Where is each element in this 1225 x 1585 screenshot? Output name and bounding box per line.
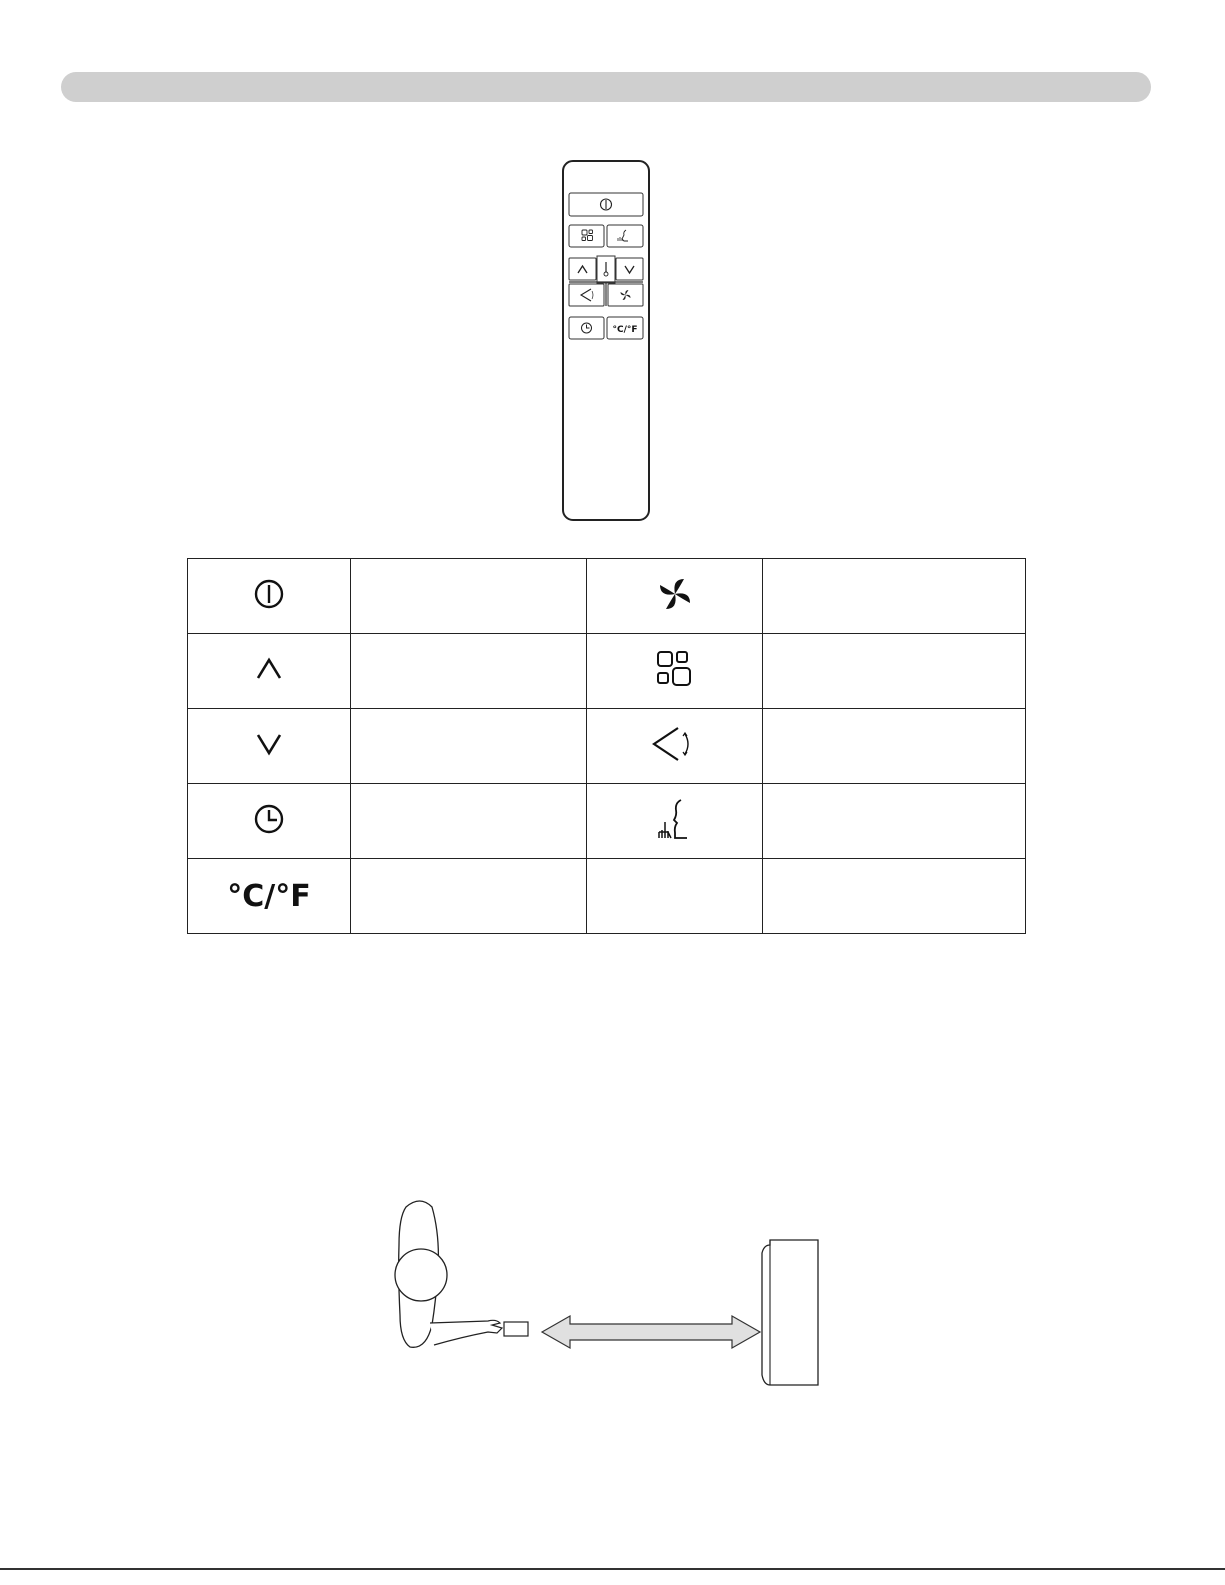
legend-icon-cell bbox=[587, 559, 763, 634]
remote-swing-button[interactable] bbox=[569, 284, 604, 306]
table-row bbox=[188, 709, 1026, 784]
remote-down-button[interactable] bbox=[616, 258, 643, 280]
remote-mode-button[interactable] bbox=[569, 225, 604, 247]
remote-timer-button[interactable] bbox=[569, 317, 604, 339]
sleep-icon bbox=[655, 797, 695, 841]
fan-icon bbox=[655, 574, 695, 614]
legend-icon-cell bbox=[587, 784, 763, 859]
remote-fan-button[interactable] bbox=[608, 284, 643, 306]
legend-icon-cell bbox=[587, 709, 763, 784]
person-head bbox=[395, 1249, 447, 1301]
person-arm bbox=[430, 1320, 502, 1345]
remote-range-illustration bbox=[392, 1195, 822, 1390]
power-icon bbox=[252, 577, 286, 611]
chevron-down-icon bbox=[252, 727, 286, 761]
remote-temperature-indicator bbox=[597, 256, 615, 283]
table-row bbox=[188, 784, 1026, 859]
footer-divider bbox=[0, 1568, 1225, 1570]
remote-power-button[interactable] bbox=[569, 193, 643, 216]
remote-up-button[interactable] bbox=[569, 258, 596, 280]
legend-desc bbox=[763, 784, 1026, 859]
range-arrow bbox=[542, 1316, 760, 1348]
clock-icon bbox=[252, 802, 286, 836]
legend-icon-cell bbox=[188, 559, 351, 634]
legend-desc bbox=[763, 559, 1026, 634]
mode-icon bbox=[655, 649, 695, 689]
remote-unit-button[interactable] bbox=[607, 317, 643, 339]
legend-empty-cell bbox=[587, 859, 763, 934]
header-bar bbox=[61, 72, 1151, 102]
chevron-up-icon bbox=[252, 652, 286, 686]
legend-icon-cell bbox=[188, 784, 351, 859]
swing-icon bbox=[650, 724, 700, 764]
table-row bbox=[188, 634, 1026, 709]
remote-unit-label: °C/°F bbox=[612, 325, 638, 335]
legend-desc bbox=[351, 634, 587, 709]
legend-icon-cell bbox=[188, 634, 351, 709]
table-row bbox=[188, 559, 1026, 634]
legend-desc bbox=[351, 784, 587, 859]
legend-icon-cell bbox=[188, 859, 351, 934]
remote-control-illustration bbox=[560, 158, 652, 523]
legend-desc bbox=[763, 709, 1026, 784]
celsius-fahrenheit-label: °C/°F bbox=[227, 878, 311, 914]
legend-desc bbox=[351, 559, 587, 634]
legend-icon-cell bbox=[188, 709, 351, 784]
button-legend-table bbox=[187, 558, 1026, 934]
remote-sleep-button[interactable] bbox=[607, 225, 643, 247]
legend-desc bbox=[763, 634, 1026, 709]
legend-desc bbox=[763, 859, 1026, 934]
legend-icon-cell bbox=[587, 634, 763, 709]
legend-desc bbox=[351, 859, 587, 934]
legend-desc bbox=[351, 709, 587, 784]
hand-remote bbox=[504, 1322, 528, 1336]
table-row bbox=[188, 859, 1026, 934]
